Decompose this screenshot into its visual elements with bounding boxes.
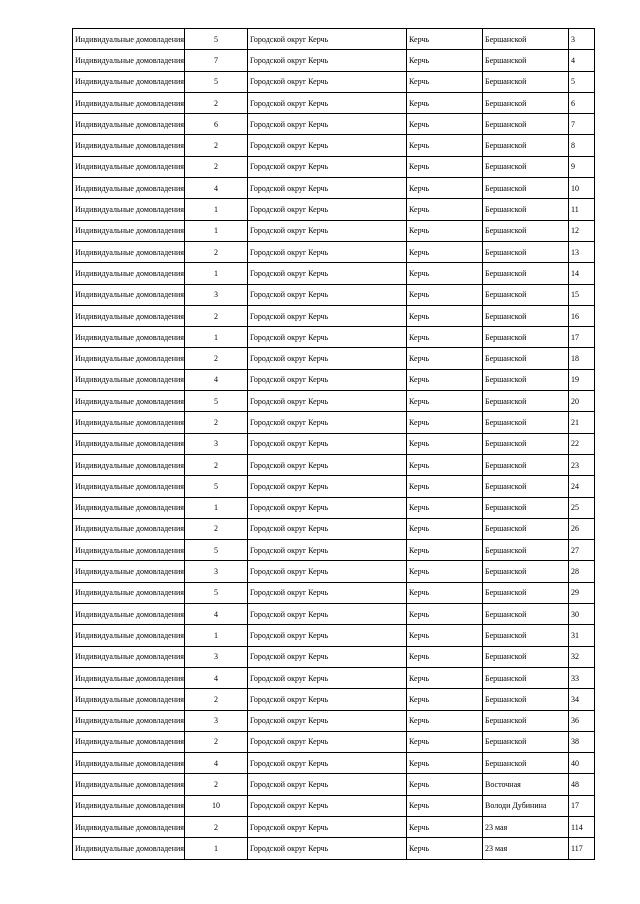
cell-count: 1: [185, 497, 248, 518]
cell-count: 5: [185, 540, 248, 561]
cell-district: Городской округ Керчь: [248, 816, 407, 837]
cell-house-number: 12: [569, 220, 595, 241]
cell-count: 2: [185, 518, 248, 539]
cell-city: Керчь: [407, 667, 483, 688]
table-row: [73, 497, 595, 518]
cell-building-type: Индивидуальные домовладения: [73, 348, 185, 369]
cell-building-type: Индивидуальные домовладения: [73, 433, 185, 454]
cell-house-number: 29: [569, 582, 595, 603]
cell-street: Бершанской: [483, 369, 569, 390]
cell-building-type: Индивидуальные домовладения: [73, 327, 185, 348]
cell-house-number: 117: [569, 838, 595, 859]
cell-house-number: 34: [569, 689, 595, 710]
table-row: [73, 29, 595, 50]
cell-city: Керчь: [407, 199, 483, 220]
cell-district: Городской округ Керчь: [248, 497, 407, 518]
cell-count: 2: [185, 156, 248, 177]
cell-building-type: Индивидуальные домовладения: [73, 114, 185, 135]
table-row: [73, 241, 595, 262]
cell-building-type: Индивидуальные домовладения: [73, 369, 185, 390]
cell-house-number: 19: [569, 369, 595, 390]
cell-count: 1: [185, 625, 248, 646]
cell-house-number: 7: [569, 114, 595, 135]
cell-count: 4: [185, 369, 248, 390]
cell-street: Бершанской: [483, 156, 569, 177]
cell-street: Бершанской: [483, 348, 569, 369]
cell-count: 5: [185, 71, 248, 92]
cell-count: 4: [185, 667, 248, 688]
cell-street: Бершанской: [483, 178, 569, 199]
cell-count: 6: [185, 114, 248, 135]
cell-building-type: Индивидуальные домовладения: [73, 667, 185, 688]
table-row: [73, 838, 595, 859]
cell-district: Городской округ Керчь: [248, 540, 407, 561]
cell-city: Керчь: [407, 50, 483, 71]
cell-house-number: 33: [569, 667, 595, 688]
cell-street: Бершанской: [483, 667, 569, 688]
table-row: [73, 199, 595, 220]
cell-count: 2: [185, 305, 248, 326]
cell-district: Городской округ Керчь: [248, 774, 407, 795]
cell-count: 1: [185, 263, 248, 284]
cell-district: Городской округ Керчь: [248, 412, 407, 433]
cell-count: 1: [185, 327, 248, 348]
cell-house-number: 18: [569, 348, 595, 369]
cell-house-number: 20: [569, 391, 595, 412]
table-row: [73, 284, 595, 305]
cell-street: Бершанской: [483, 753, 569, 774]
cell-city: Керчь: [407, 327, 483, 348]
cell-building-type: Индивидуальные домовладения: [73, 731, 185, 752]
cell-district: Городской округ Керчь: [248, 667, 407, 688]
cell-district: Городской округ Керчь: [248, 476, 407, 497]
cell-street: Бершанской: [483, 391, 569, 412]
cell-city: Керчь: [407, 156, 483, 177]
cell-building-type: Индивидуальные домовладения: [73, 561, 185, 582]
cell-house-number: 40: [569, 753, 595, 774]
cell-street: Бершанской: [483, 454, 569, 475]
cell-district: Городской округ Керчь: [248, 838, 407, 859]
cell-city: Керчь: [407, 774, 483, 795]
cell-count: 3: [185, 284, 248, 305]
cell-building-type: Индивидуальные домовладения: [73, 689, 185, 710]
cell-building-type: Индивидуальные домовладения: [73, 135, 185, 156]
cell-building-type: Индивидуальные домовладения: [73, 178, 185, 199]
cell-building-type: Индивидуальные домовладения: [73, 710, 185, 731]
cell-district: Городской округ Керчь: [248, 29, 407, 50]
table-body: [73, 29, 595, 860]
cell-street: Бершанской: [483, 114, 569, 135]
cell-street: Бершанской: [483, 220, 569, 241]
cell-house-number: 27: [569, 540, 595, 561]
cell-count: 3: [185, 646, 248, 667]
cell-building-type: Индивидуальные домовладения: [73, 604, 185, 625]
table-row: [73, 561, 595, 582]
cell-house-number: 25: [569, 497, 595, 518]
cell-house-number: 16: [569, 305, 595, 326]
table-row: [73, 476, 595, 497]
cell-district: Городской округ Керчь: [248, 327, 407, 348]
cell-district: Городской округ Керчь: [248, 178, 407, 199]
cell-count: 4: [185, 753, 248, 774]
cell-street: Бершанской: [483, 497, 569, 518]
cell-building-type: Индивидуальные домовладения: [73, 92, 185, 113]
cell-street: 23 мая: [483, 816, 569, 837]
cell-house-number: 21: [569, 412, 595, 433]
cell-street: Бершанской: [483, 625, 569, 646]
table-row: [73, 391, 595, 412]
cell-count: 5: [185, 391, 248, 412]
cell-street: Бершанской: [483, 646, 569, 667]
cell-house-number: 114: [569, 816, 595, 837]
cell-city: Керчь: [407, 369, 483, 390]
table-row: [73, 135, 595, 156]
cell-count: 1: [185, 199, 248, 220]
cell-district: Городской округ Керчь: [248, 348, 407, 369]
table-row: [73, 816, 595, 837]
table-row: [73, 689, 595, 710]
cell-house-number: 38: [569, 731, 595, 752]
table-row: [73, 433, 595, 454]
cell-street: Бершанской: [483, 50, 569, 71]
cell-district: Городской округ Керчь: [248, 646, 407, 667]
cell-building-type: Индивидуальные домовладения: [73, 29, 185, 50]
cell-count: 2: [185, 135, 248, 156]
cell-building-type: Индивидуальные домовладения: [73, 220, 185, 241]
cell-house-number: 6: [569, 92, 595, 113]
cell-district: Городской округ Керчь: [248, 454, 407, 475]
cell-district: Городской округ Керчь: [248, 518, 407, 539]
cell-building-type: Индивидуальные домовладения: [73, 582, 185, 603]
cell-city: Керчь: [407, 795, 483, 816]
cell-building-type: Индивидуальные домовладения: [73, 625, 185, 646]
cell-building-type: Индивидуальные домовладения: [73, 156, 185, 177]
cell-district: Городской округ Керчь: [248, 753, 407, 774]
cell-building-type: Индивидуальные домовладения: [73, 518, 185, 539]
cell-house-number: 14: [569, 263, 595, 284]
cell-house-number: 15: [569, 284, 595, 305]
table-row: [73, 604, 595, 625]
cell-district: Городской округ Керчь: [248, 561, 407, 582]
cell-district: Городской округ Керчь: [248, 795, 407, 816]
cell-district: Городской округ Керчь: [248, 199, 407, 220]
cell-city: Керчь: [407, 753, 483, 774]
cell-street: Бершанской: [483, 731, 569, 752]
cell-street: Бершанской: [483, 199, 569, 220]
table-row: [73, 540, 595, 561]
cell-building-type: Индивидуальные домовладения: [73, 241, 185, 262]
table-row: [73, 114, 595, 135]
cell-street: Бершанской: [483, 582, 569, 603]
cell-city: Керчь: [407, 476, 483, 497]
table-row: [73, 710, 595, 731]
cell-district: Городской округ Керчь: [248, 156, 407, 177]
cell-building-type: Индивидуальные домовладения: [73, 454, 185, 475]
cell-count: 4: [185, 178, 248, 199]
cell-city: Керчь: [407, 305, 483, 326]
cell-district: Городской округ Керчь: [248, 92, 407, 113]
cell-city: Керчь: [407, 71, 483, 92]
table-row: [73, 50, 595, 71]
cell-district: Городской округ Керчь: [248, 710, 407, 731]
cell-city: Керчь: [407, 433, 483, 454]
cell-city: Керчь: [407, 838, 483, 859]
cell-city: Керчь: [407, 241, 483, 262]
cell-city: Керчь: [407, 604, 483, 625]
cell-house-number: 28: [569, 561, 595, 582]
table-row: [73, 305, 595, 326]
housing-table: [72, 28, 595, 860]
cell-city: Керчь: [407, 582, 483, 603]
cell-city: Керчь: [407, 92, 483, 113]
table-row: [73, 774, 595, 795]
cell-city: Керчь: [407, 497, 483, 518]
cell-city: Керчь: [407, 731, 483, 752]
cell-count: 5: [185, 476, 248, 497]
cell-street: Бершанской: [483, 263, 569, 284]
cell-district: Городской округ Керчь: [248, 604, 407, 625]
cell-city: Керчь: [407, 348, 483, 369]
cell-count: 3: [185, 561, 248, 582]
cell-street: Бершанской: [483, 92, 569, 113]
cell-street: Бершанской: [483, 540, 569, 561]
cell-district: Городской округ Керчь: [248, 625, 407, 646]
cell-house-number: 9: [569, 156, 595, 177]
cell-street: Бершанской: [483, 689, 569, 710]
cell-count: 2: [185, 774, 248, 795]
table-row: [73, 731, 595, 752]
cell-street: 23 мая: [483, 838, 569, 859]
cell-city: Керчь: [407, 284, 483, 305]
cell-district: Городской округ Керчь: [248, 71, 407, 92]
cell-street: Бершанской: [483, 412, 569, 433]
cell-house-number: 13: [569, 241, 595, 262]
cell-district: Городской округ Керчь: [248, 582, 407, 603]
cell-city: Керчь: [407, 561, 483, 582]
cell-building-type: Индивидуальные домовладения: [73, 753, 185, 774]
cell-street: Бершанской: [483, 433, 569, 454]
cell-building-type: Индивидуальные домовладения: [73, 263, 185, 284]
table-row: [73, 327, 595, 348]
table-row: [73, 71, 595, 92]
cell-district: Городской округ Керчь: [248, 114, 407, 135]
cell-city: Керчь: [407, 540, 483, 561]
cell-street: Бершанской: [483, 561, 569, 582]
cell-count: 2: [185, 348, 248, 369]
cell-house-number: 17: [569, 327, 595, 348]
cell-house-number: 17: [569, 795, 595, 816]
cell-count: 5: [185, 29, 248, 50]
cell-district: Городской округ Керчь: [248, 369, 407, 390]
cell-district: Городской округ Керчь: [248, 689, 407, 710]
cell-house-number: 5: [569, 71, 595, 92]
cell-street: Бершанской: [483, 71, 569, 92]
table-row: [73, 518, 595, 539]
cell-count: 2: [185, 92, 248, 113]
cell-house-number: 23: [569, 454, 595, 475]
cell-count: 3: [185, 433, 248, 454]
cell-count: 2: [185, 816, 248, 837]
cell-city: Керчь: [407, 263, 483, 284]
cell-street: Бершанской: [483, 710, 569, 731]
cell-city: Керчь: [407, 412, 483, 433]
table-row: [73, 348, 595, 369]
cell-street: Володи Дубинина: [483, 795, 569, 816]
cell-building-type: Индивидуальные домовладения: [73, 391, 185, 412]
cell-district: Городской округ Керчь: [248, 391, 407, 412]
cell-city: Керчь: [407, 29, 483, 50]
cell-city: Керчь: [407, 135, 483, 156]
cell-house-number: 48: [569, 774, 595, 795]
cell-count: 2: [185, 454, 248, 475]
cell-building-type: Индивидуальные домовладения: [73, 816, 185, 837]
cell-district: Городской округ Керчь: [248, 135, 407, 156]
cell-count: 1: [185, 220, 248, 241]
cell-building-type: Индивидуальные домовладения: [73, 284, 185, 305]
cell-building-type: Индивидуальные домовладения: [73, 71, 185, 92]
cell-house-number: 4: [569, 50, 595, 71]
cell-building-type: Индивидуальные домовладения: [73, 497, 185, 518]
cell-building-type: Индивидуальные домовладения: [73, 838, 185, 859]
cell-count: 1: [185, 838, 248, 859]
cell-street: Бершанской: [483, 604, 569, 625]
cell-building-type: Индивидуальные домовладения: [73, 476, 185, 497]
cell-house-number: 22: [569, 433, 595, 454]
cell-district: Городской округ Керчь: [248, 731, 407, 752]
cell-count: 7: [185, 50, 248, 71]
cell-street: Бершанской: [483, 29, 569, 50]
cell-building-type: Индивидуальные домовладения: [73, 646, 185, 667]
cell-district: Городской округ Керчь: [248, 241, 407, 262]
cell-city: Керчь: [407, 114, 483, 135]
cell-house-number: 26: [569, 518, 595, 539]
cell-city: Керчь: [407, 689, 483, 710]
cell-district: Городской округ Керчь: [248, 284, 407, 305]
cell-city: Керчь: [407, 710, 483, 731]
cell-building-type: Индивидуальные домовладения: [73, 412, 185, 433]
table-row: [73, 646, 595, 667]
table-row: [73, 263, 595, 284]
cell-house-number: 8: [569, 135, 595, 156]
cell-count: 2: [185, 412, 248, 433]
cell-street: Бершанской: [483, 476, 569, 497]
table-row: [73, 667, 595, 688]
cell-city: Керчь: [407, 178, 483, 199]
cell-building-type: Индивидуальные домовладения: [73, 540, 185, 561]
cell-count: 3: [185, 710, 248, 731]
cell-street: Бершанской: [483, 518, 569, 539]
cell-street: Бершанской: [483, 284, 569, 305]
cell-count: 2: [185, 241, 248, 262]
table-row: [73, 369, 595, 390]
table-row: [73, 178, 595, 199]
cell-house-number: 24: [569, 476, 595, 497]
cell-building-type: Индивидуальные домовладения: [73, 305, 185, 326]
cell-building-type: Индивидуальные домовладения: [73, 199, 185, 220]
cell-city: Керчь: [407, 220, 483, 241]
cell-house-number: 31: [569, 625, 595, 646]
cell-city: Керчь: [407, 454, 483, 475]
table-row: [73, 412, 595, 433]
cell-city: Керчь: [407, 391, 483, 412]
cell-count: 4: [185, 604, 248, 625]
cell-city: Керчь: [407, 518, 483, 539]
table-row: [73, 795, 595, 816]
cell-district: Городской округ Керчь: [248, 220, 407, 241]
cell-building-type: Индивидуальные домовладения: [73, 795, 185, 816]
cell-street: Бершанской: [483, 241, 569, 262]
cell-count: 10: [185, 795, 248, 816]
cell-building-type: Индивидуальные домовладения: [73, 50, 185, 71]
table-row: [73, 92, 595, 113]
cell-district: Городской округ Керчь: [248, 263, 407, 284]
cell-house-number: 11: [569, 199, 595, 220]
cell-building-type: Индивидуальные домовладения: [73, 774, 185, 795]
table-row: [73, 753, 595, 774]
cell-house-number: 10: [569, 178, 595, 199]
cell-house-number: 36: [569, 710, 595, 731]
cell-street: Бершанской: [483, 135, 569, 156]
cell-count: 2: [185, 689, 248, 710]
table-row: [73, 454, 595, 475]
table-row: [73, 582, 595, 603]
cell-street: Восточная: [483, 774, 569, 795]
cell-district: Городской округ Керчь: [248, 50, 407, 71]
cell-district: Городской округ Керчь: [248, 433, 407, 454]
cell-street: Бершанской: [483, 305, 569, 326]
cell-district: Городской округ Керчь: [248, 305, 407, 326]
cell-house-number: 3: [569, 29, 595, 50]
cell-count: 5: [185, 582, 248, 603]
cell-count: 2: [185, 731, 248, 752]
cell-house-number: 30: [569, 604, 595, 625]
cell-house-number: 32: [569, 646, 595, 667]
cell-street: Бершанской: [483, 327, 569, 348]
cell-city: Керчь: [407, 816, 483, 837]
table-row: [73, 156, 595, 177]
cell-city: Керчь: [407, 625, 483, 646]
table-row: [73, 220, 595, 241]
cell-city: Керчь: [407, 646, 483, 667]
table-row: [73, 625, 595, 646]
